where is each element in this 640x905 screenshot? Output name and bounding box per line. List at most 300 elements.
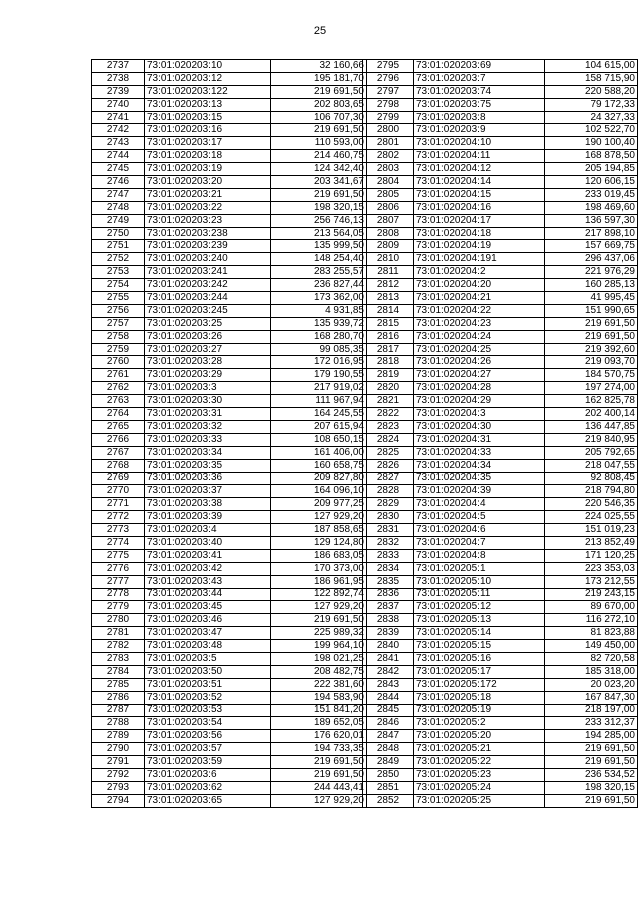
- row-number-cell: 2847: [363, 730, 414, 743]
- cadastral-number-cell: 73:01:020203:4: [145, 524, 271, 537]
- cadastral-number-cell: 73:01:020204:17: [414, 214, 545, 227]
- row-number-cell: 2770: [92, 485, 145, 498]
- cadastral-number-cell: 73:01:020203:47: [145, 627, 271, 640]
- row-number-cell: 2845: [363, 704, 414, 717]
- value-cell: 184 570,75: [545, 369, 638, 382]
- cadastral-number-cell: 73:01:020205:172: [414, 678, 545, 691]
- value-cell: 225 989,32: [271, 627, 367, 640]
- row-number-cell: 2748: [92, 201, 145, 214]
- row-number-cell: 2794: [92, 794, 145, 807]
- row-number-cell: 2804: [363, 176, 414, 189]
- value-cell: 217 919,02: [271, 382, 367, 395]
- cadastral-number-cell: 73:01:020204:24: [414, 330, 545, 343]
- table-row: [92, 601, 367, 614]
- cadastral-number-cell: 73:01:020203:242: [145, 279, 271, 292]
- value-cell: 233 312,37: [545, 717, 638, 730]
- row-number-cell: 2802: [363, 150, 414, 163]
- row-number-cell: 2835: [363, 575, 414, 588]
- table-row: [363, 227, 638, 240]
- row-number-cell: 2761: [92, 369, 145, 382]
- cadastral-number-cell: 73:01:020204:4: [414, 498, 545, 511]
- row-number-cell: 2814: [363, 304, 414, 317]
- table-row: [363, 330, 638, 343]
- cadastral-number-cell: 73:01:020204:19: [414, 240, 545, 253]
- value-cell: 4 931,85: [271, 304, 367, 317]
- cadastral-number-cell: 73:01:020203:45: [145, 601, 271, 614]
- cadastral-number-cell: 73:01:020205:23: [414, 768, 545, 781]
- table-row: [363, 98, 638, 111]
- value-cell: 256 746,13: [271, 214, 367, 227]
- table-row: [92, 163, 367, 176]
- cadastral-number-cell: 73:01:020203:42: [145, 562, 271, 575]
- row-number-cell: 2740: [92, 98, 145, 111]
- value-cell: 151 841,20: [271, 704, 367, 717]
- cadastral-number-cell: 73:01:020203:27: [145, 343, 271, 356]
- row-number-cell: 2846: [363, 717, 414, 730]
- cadastral-number-cell: 73:01:020203:241: [145, 266, 271, 279]
- row-number-cell: 2778: [92, 588, 145, 601]
- table-row: [363, 72, 638, 85]
- row-number-cell: 2803: [363, 163, 414, 176]
- value-cell: 202 400,14: [545, 408, 638, 421]
- value-cell: 207 615,94: [271, 420, 367, 433]
- value-cell: 82 720,58: [545, 652, 638, 665]
- table-row: [363, 665, 638, 678]
- table-row: [92, 627, 367, 640]
- row-number-cell: 2805: [363, 188, 414, 201]
- value-cell: 208 482,75: [271, 665, 367, 678]
- value-cell: 199 964,10: [271, 640, 367, 653]
- cadastral-number-cell: 73:01:020204:10: [414, 137, 545, 150]
- cadastral-number-cell: 73:01:020204:12: [414, 163, 545, 176]
- row-number-cell: 2773: [92, 524, 145, 537]
- value-cell: 219 691,50: [545, 317, 638, 330]
- row-number-cell: 2827: [363, 472, 414, 485]
- cadastral-number-cell: 73:01:020203:12: [145, 72, 271, 85]
- cadastral-number-cell: 73:01:020203:46: [145, 614, 271, 627]
- row-number-cell: 2798: [363, 98, 414, 111]
- value-cell: 221 976,29: [545, 266, 638, 279]
- cadastral-number-cell: 73:01:020204:7: [414, 536, 545, 549]
- row-number-cell: 2824: [363, 433, 414, 446]
- value-cell: 194 583,90: [271, 691, 367, 704]
- row-number-cell: 2741: [92, 111, 145, 124]
- table-row: [363, 652, 638, 665]
- table-row: [92, 588, 367, 601]
- value-cell: 219 691,50: [271, 768, 367, 781]
- table-row: [92, 124, 367, 137]
- row-number-cell: 2767: [92, 446, 145, 459]
- table-row: [363, 150, 638, 163]
- value-cell: 104 615,00: [545, 60, 638, 73]
- row-number-cell: 2765: [92, 420, 145, 433]
- table-row: [363, 356, 638, 369]
- value-cell: 202 803,65: [271, 98, 367, 111]
- row-number-cell: 2816: [363, 330, 414, 343]
- cadastral-number-cell: 73:01:020203:31: [145, 408, 271, 421]
- row-number-cell: 2775: [92, 549, 145, 562]
- table-row: [363, 472, 638, 485]
- cadastral-number-cell: 73:01:020203:56: [145, 730, 271, 743]
- table-row: [363, 459, 638, 472]
- row-number-cell: 2754: [92, 279, 145, 292]
- row-number-cell: 2807: [363, 214, 414, 227]
- cadastral-number-cell: 73:01:020205:21: [414, 743, 545, 756]
- value-cell: 179 190,55: [271, 369, 367, 382]
- cadastral-number-cell: 73:01:020205:13: [414, 614, 545, 627]
- table-row: [363, 433, 638, 446]
- table-row: [92, 317, 367, 330]
- table-row: [363, 614, 638, 627]
- cadastral-number-cell: 73:01:020203:40: [145, 536, 271, 549]
- cadastral-number-cell: 73:01:020204:26: [414, 356, 545, 369]
- value-cell: 219 243,15: [545, 588, 638, 601]
- value-cell: 41 995,45: [545, 292, 638, 305]
- value-cell: 205 792,65: [545, 446, 638, 459]
- value-cell: 160 285,13: [545, 279, 638, 292]
- value-cell: 198 021,25: [271, 652, 367, 665]
- cadastral-number-cell: 73:01:020204:23: [414, 317, 545, 330]
- cadastral-number-cell: 73:01:020203:28: [145, 356, 271, 369]
- table-row: [363, 253, 638, 266]
- table-row: [363, 137, 638, 150]
- table-row: [363, 420, 638, 433]
- row-number-cell: 2742: [92, 124, 145, 137]
- cadastral-number-cell: 73:01:020204:34: [414, 459, 545, 472]
- value-cell: 102 522,70: [545, 124, 638, 137]
- cadastral-number-cell: 73:01:020203:52: [145, 691, 271, 704]
- row-number-cell: 2799: [363, 111, 414, 124]
- value-cell: 236 534,52: [545, 768, 638, 781]
- table-row: [92, 691, 367, 704]
- value-cell: 209 827,80: [271, 472, 367, 485]
- value-cell: 151 019,23: [545, 524, 638, 537]
- value-cell: 168 878,50: [545, 150, 638, 163]
- table-row: [363, 691, 638, 704]
- row-number-cell: 2777: [92, 575, 145, 588]
- table-row: [92, 111, 367, 124]
- row-number-cell: 2840: [363, 640, 414, 653]
- value-cell: 108 650,15: [271, 433, 367, 446]
- row-number-cell: 2815: [363, 317, 414, 330]
- cadastral-number-cell: 73:01:020205:12: [414, 601, 545, 614]
- row-number-cell: 2737: [92, 60, 145, 73]
- table-row: [92, 60, 367, 73]
- value-cell: 218 197,00: [545, 704, 638, 717]
- table-row: [363, 369, 638, 382]
- row-number-cell: 2788: [92, 717, 145, 730]
- table-row: [363, 176, 638, 189]
- table-row: [363, 266, 638, 279]
- row-number-cell: 2795: [363, 60, 414, 73]
- table-row: [363, 768, 638, 781]
- value-cell: 148 254,40: [271, 253, 367, 266]
- cadastral-number-cell: 73:01:020203:9: [414, 124, 545, 137]
- cadastral-number-cell: 73:01:020203:15: [145, 111, 271, 124]
- table-row: [92, 304, 367, 317]
- row-number-cell: 2851: [363, 781, 414, 794]
- table-row: [92, 369, 367, 382]
- value-cell: 111 967,94: [271, 395, 367, 408]
- cadastral-number-cell: 73:01:020203:26: [145, 330, 271, 343]
- cadastral-number-cell: 73:01:020204:27: [414, 369, 545, 382]
- cadastral-number-cell: 73:01:020203:37: [145, 485, 271, 498]
- right-table: [362, 59, 638, 808]
- value-cell: 213 564,05: [271, 227, 367, 240]
- value-cell: 151 990,65: [545, 304, 638, 317]
- cadastral-number-cell: 73:01:020203:65: [145, 794, 271, 807]
- table-row: [92, 756, 367, 769]
- cadastral-number-cell: 73:01:020205:16: [414, 652, 545, 665]
- cadastral-number-cell: 73:01:020203:74: [414, 85, 545, 98]
- cadastral-number-cell: 73:01:020204:20: [414, 279, 545, 292]
- table-row: [92, 524, 367, 537]
- row-number-cell: 2796: [363, 72, 414, 85]
- table-row: [363, 756, 638, 769]
- cadastral-number-cell: 73:01:020203:21: [145, 188, 271, 201]
- value-cell: 120 606,15: [545, 176, 638, 189]
- row-number-cell: 2786: [92, 691, 145, 704]
- value-cell: 186 961,95: [271, 575, 367, 588]
- cadastral-number-cell: 73:01:020204:35: [414, 472, 545, 485]
- value-cell: 158 715,90: [545, 72, 638, 85]
- cadastral-number-cell: 73:01:020204:16: [414, 201, 545, 214]
- value-cell: 219 691,50: [271, 614, 367, 627]
- row-number-cell: 2828: [363, 485, 414, 498]
- row-number-cell: 2826: [363, 459, 414, 472]
- row-number-cell: 2769: [92, 472, 145, 485]
- table-row: [363, 549, 638, 562]
- table-row: [92, 408, 367, 421]
- table-row: [363, 524, 638, 537]
- table-row: [363, 601, 638, 614]
- row-number-cell: 2790: [92, 743, 145, 756]
- cadastral-number-cell: 73:01:020203:50: [145, 665, 271, 678]
- value-cell: 283 255,57: [271, 266, 367, 279]
- value-cell: 110 593,00: [271, 137, 367, 150]
- value-cell: 198 469,60: [545, 201, 638, 214]
- page-number: 25: [313, 25, 327, 37]
- left-table: [91, 59, 367, 808]
- cadastral-number-cell: 73:01:020205:2: [414, 717, 545, 730]
- cadastral-number-cell: 73:01:020203:25: [145, 317, 271, 330]
- cadastral-number-cell: 73:01:020204:30: [414, 420, 545, 433]
- row-number-cell: 2782: [92, 640, 145, 653]
- cadastral-number-cell: 73:01:020203:245: [145, 304, 271, 317]
- table-row: [92, 781, 367, 794]
- table-row: [92, 72, 367, 85]
- right-table-body: [363, 60, 638, 808]
- value-cell: 220 546,35: [545, 498, 638, 511]
- row-number-cell: 2848: [363, 743, 414, 756]
- row-number-cell: 2764: [92, 408, 145, 421]
- table-row: [363, 511, 638, 524]
- table-row: [363, 343, 638, 356]
- cadastral-number-cell: 73:01:020203:51: [145, 678, 271, 691]
- row-number-cell: 2800: [363, 124, 414, 137]
- cadastral-number-cell: 73:01:020203:34: [145, 446, 271, 459]
- cadastral-number-cell: 73:01:020204:28: [414, 382, 545, 395]
- table-row: [92, 98, 367, 111]
- value-cell: 233 019,45: [545, 188, 638, 201]
- row-number-cell: 2791: [92, 756, 145, 769]
- table-row: [92, 201, 367, 214]
- table-row: [92, 292, 367, 305]
- cadastral-number-cell: 73:01:020203:6: [145, 768, 271, 781]
- table-row: [92, 665, 367, 678]
- cadastral-number-cell: 73:01:020203:44: [145, 588, 271, 601]
- table-row: [92, 704, 367, 717]
- row-number-cell: 2793: [92, 781, 145, 794]
- cadastral-number-cell: 73:01:020203:122: [145, 85, 271, 98]
- cadastral-number-cell: 73:01:020205:1: [414, 562, 545, 575]
- value-cell: 217 898,10: [545, 227, 638, 240]
- table-row: [92, 794, 367, 807]
- row-number-cell: 2749: [92, 214, 145, 227]
- value-cell: 223 353,03: [545, 562, 638, 575]
- value-cell: 127 929,20: [271, 601, 367, 614]
- table-row: [363, 704, 638, 717]
- cadastral-number-cell: 73:01:020203:16: [145, 124, 271, 137]
- table-row: [92, 420, 367, 433]
- cadastral-number-cell: 73:01:020203:48: [145, 640, 271, 653]
- value-cell: 222 381,60: [271, 678, 367, 691]
- table-row: [363, 678, 638, 691]
- row-number-cell: 2771: [92, 498, 145, 511]
- table-row: [363, 124, 638, 137]
- value-cell: 164 245,55: [271, 408, 367, 421]
- table-row: [92, 433, 367, 446]
- cadastral-number-cell: 73:01:020204:39: [414, 485, 545, 498]
- cadastral-number-cell: 73:01:020204:31: [414, 433, 545, 446]
- table-row: [363, 536, 638, 549]
- row-number-cell: 2823: [363, 420, 414, 433]
- value-cell: 198 320,15: [545, 781, 638, 794]
- row-number-cell: 2792: [92, 768, 145, 781]
- value-cell: 186 683,05: [271, 549, 367, 562]
- value-cell: 173 212,55: [545, 575, 638, 588]
- value-cell: 136 597,30: [545, 214, 638, 227]
- value-cell: 127 929,20: [271, 511, 367, 524]
- table-row: [92, 472, 367, 485]
- table-row: [92, 652, 367, 665]
- value-cell: 219 691,50: [545, 756, 638, 769]
- value-cell: 219 691,50: [545, 330, 638, 343]
- table-row: [92, 227, 367, 240]
- cadastral-number-cell: 73:01:020205:19: [414, 704, 545, 717]
- row-number-cell: 2849: [363, 756, 414, 769]
- cadastral-number-cell: 73:01:020203:38: [145, 498, 271, 511]
- value-cell: 135 939,72: [271, 317, 367, 330]
- cadastral-number-cell: 73:01:020205:17: [414, 665, 545, 678]
- table-row: [363, 163, 638, 176]
- table-row: [363, 382, 638, 395]
- table-row: [363, 794, 638, 807]
- cadastral-number-cell: 73:01:020203:13: [145, 98, 271, 111]
- row-number-cell: 2841: [363, 652, 414, 665]
- value-cell: 218 047,55: [545, 459, 638, 472]
- table-row: [92, 562, 367, 575]
- row-number-cell: 2844: [363, 691, 414, 704]
- cadastral-number-cell: 73:01:020204:2: [414, 266, 545, 279]
- value-cell: 236 827,44: [271, 279, 367, 292]
- row-number-cell: 2838: [363, 614, 414, 627]
- value-cell: 219 691,50: [545, 743, 638, 756]
- value-cell: 187 858,65: [271, 524, 367, 537]
- cadastral-number-cell: 73:01:020204:6: [414, 524, 545, 537]
- row-number-cell: 2833: [363, 549, 414, 562]
- value-cell: 195 181,70: [271, 72, 367, 85]
- cadastral-number-cell: 73:01:020203:35: [145, 459, 271, 472]
- cadastral-number-cell: 73:01:020204:5: [414, 511, 545, 524]
- cadastral-number-cell: 73:01:020203:18: [145, 150, 271, 163]
- value-cell: 176 620,01: [271, 730, 367, 743]
- row-number-cell: 2821: [363, 395, 414, 408]
- cadastral-number-cell: 73:01:020203:43: [145, 575, 271, 588]
- cadastral-number-cell: 73:01:020205:22: [414, 756, 545, 769]
- row-number-cell: 2757: [92, 317, 145, 330]
- value-cell: 79 172,33: [545, 98, 638, 111]
- row-number-cell: 2750: [92, 227, 145, 240]
- cadastral-number-cell: 73:01:020205:25: [414, 794, 545, 807]
- cadastral-number-cell: 73:01:020203:41: [145, 549, 271, 562]
- value-cell: 172 016,95: [271, 356, 367, 369]
- table-row: [363, 317, 638, 330]
- row-number-cell: 2819: [363, 369, 414, 382]
- cadastral-number-cell: 73:01:020203:238: [145, 227, 271, 240]
- row-number-cell: 2801: [363, 137, 414, 150]
- row-number-cell: 2809: [363, 240, 414, 253]
- value-cell: 24 327,33: [545, 111, 638, 124]
- row-number-cell: 2744: [92, 150, 145, 163]
- row-number-cell: 2745: [92, 163, 145, 176]
- table-row: [363, 498, 638, 511]
- row-number-cell: 2832: [363, 536, 414, 549]
- value-cell: 160 658,75: [271, 459, 367, 472]
- cadastral-number-cell: 73:01:020205:20: [414, 730, 545, 743]
- cadastral-number-cell: 73:01:020205:10: [414, 575, 545, 588]
- table-row: [363, 781, 638, 794]
- value-cell: 106 707,30: [271, 111, 367, 124]
- value-cell: 32 160,66: [271, 60, 367, 73]
- value-cell: 213 852,49: [545, 536, 638, 549]
- cadastral-number-cell: 73:01:020203:69: [414, 60, 545, 73]
- cadastral-number-cell: 73:01:020203:22: [145, 201, 271, 214]
- row-number-cell: 2756: [92, 304, 145, 317]
- row-number-cell: 2787: [92, 704, 145, 717]
- value-cell: 198 320,15: [271, 201, 367, 214]
- value-cell: 116 272,10: [545, 614, 638, 627]
- value-cell: 218 794,80: [545, 485, 638, 498]
- table-row: [92, 640, 367, 653]
- row-number-cell: 2768: [92, 459, 145, 472]
- row-number-cell: 2743: [92, 137, 145, 150]
- value-cell: 124 342,40: [271, 163, 367, 176]
- value-cell: 189 652,05: [271, 717, 367, 730]
- value-cell: 129 124,80: [271, 536, 367, 549]
- value-cell: 164 096,10: [271, 485, 367, 498]
- table-row: [363, 562, 638, 575]
- table-row: [92, 214, 367, 227]
- value-cell: 219 691,50: [545, 794, 638, 807]
- row-number-cell: 2831: [363, 524, 414, 537]
- table-row: [363, 240, 638, 253]
- cadastral-number-cell: 73:01:020203:57: [145, 743, 271, 756]
- row-number-cell: 2825: [363, 446, 414, 459]
- table-row: [363, 188, 638, 201]
- cadastral-number-cell: 73:01:020204:8: [414, 549, 545, 562]
- value-cell: 209 977,25: [271, 498, 367, 511]
